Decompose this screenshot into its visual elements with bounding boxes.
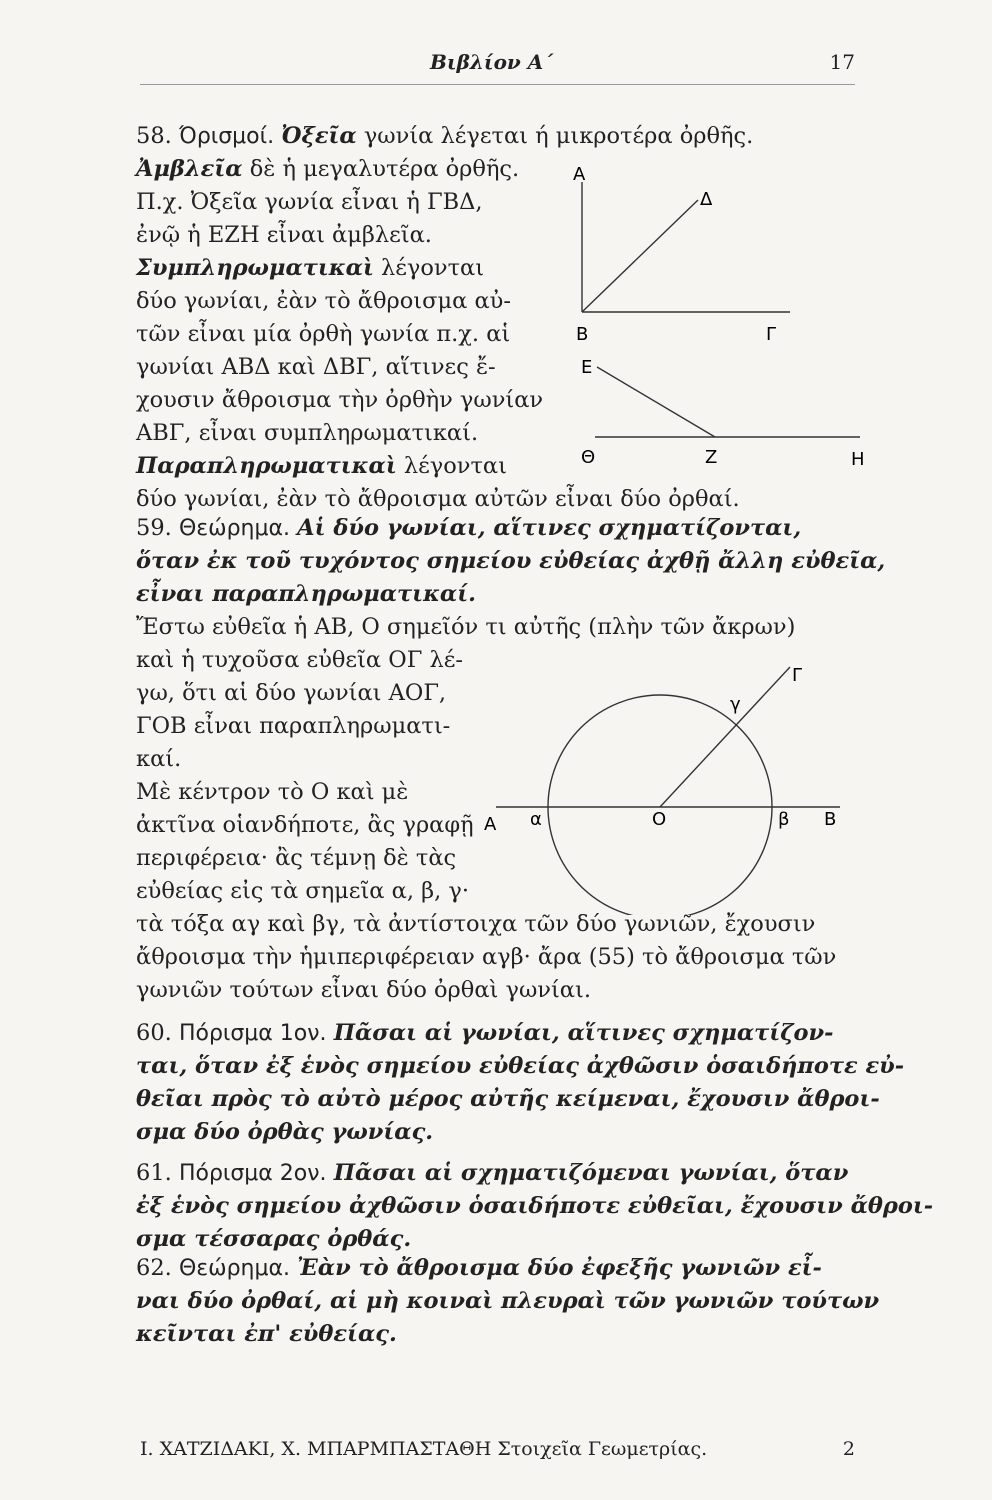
text-line: ἀκτῖνα οἱανδήποτε, ἂς γραφῇ xyxy=(136,812,474,838)
section-heading: Πόρισμα 2ον. xyxy=(178,1161,327,1186)
text-line: καὶ ἡ τυχοῦσα εὐθεῖα ΟΓ λέ- xyxy=(136,647,463,673)
running-title: Βιβλίον Α΄ xyxy=(430,50,554,74)
text-line: τῶν εἶναι μία ὀρθὴ γωνία π.χ. αἱ xyxy=(136,321,511,347)
text-line: τὰ τόξα αγ καὶ βγ, τὰ ἀντίστοιχα τῶν δύο γωνιῶν, ἔχουσιν xyxy=(136,911,816,937)
theorem-text: Ἐὰν τὸ ἄθροισμα δύο ἐφεξῆς γωνιῶν εἶ- xyxy=(297,1255,822,1281)
section-number: 60. xyxy=(136,1020,172,1046)
label-z: Ζ xyxy=(705,447,718,468)
label-h: Η xyxy=(851,449,865,470)
page-header xyxy=(140,50,855,85)
text-line: γωνιῶν τούτων εἶναι δύο ὀρθαὶ γωνίαι. xyxy=(136,977,591,1003)
figure-obtuse-angle xyxy=(575,345,875,470)
corollary-text: σμα δύο ὀρθὰς γωνίας. xyxy=(136,1119,434,1145)
footer-author: Ι. ΧΑΤΖΙΔΑΚΙ, Χ. ΜΠΑΡΜΠΑΣΤΑΘΗ Στοιχεῖα Γεωμετρίας. xyxy=(140,1438,708,1460)
label-gamma: γ xyxy=(730,694,741,715)
section-heading: Θεώρημα. xyxy=(178,516,290,541)
text-line: περιφέρεια· ἂς τέμνῃ δὲ τὰς xyxy=(136,845,457,871)
text-line: λέγονται xyxy=(403,453,507,479)
section-number: 58. xyxy=(136,123,172,149)
text-line: ἐνῷ ἡ ΕΖΗ εἶναι ἀμβλεῖα. xyxy=(136,222,432,248)
term-acute: Ὀξεῖα xyxy=(281,123,357,149)
corollary-text: ἐξ ἑνὸς σημείου ἀχθῶσιν ὁσαιδήποτε εὐθεῖαι, ἔχουσιν ἄθροι- xyxy=(136,1193,934,1219)
label-e: Ε xyxy=(581,357,593,378)
theorem-text: ναι δύο ὀρθαί, αἱ μὴ κοιναὶ πλευραὶ τῶν γωνιῶν τούτων xyxy=(136,1288,880,1314)
corollary-text: Πᾶσαι αἱ γωνίαι, αἵτινες σχηματίζον- xyxy=(333,1020,834,1046)
text-line: ΓΟΒ εἶναι παραπληρωματι- xyxy=(136,713,451,739)
term-supplementary: Παραπληρωματικαὶ xyxy=(136,453,397,479)
theorem-text: Αἱ δύο γωνίαι, αἵτινες σχηματίζονται, xyxy=(297,515,802,541)
text-line: γω, ὅτι αἱ δύο γωνίαι ΑΟΓ, xyxy=(136,680,447,706)
theorem-text: εἶναι παραπληρωματικαί. xyxy=(136,581,476,607)
section-60 xyxy=(136,1017,905,1149)
text-line: χουσιν ἄθροισμα τὴν ὀρθὴν γωνίαν xyxy=(136,387,544,413)
circle-o xyxy=(548,695,772,915)
page-number: 17 xyxy=(829,50,855,74)
section-number: 61. xyxy=(136,1160,172,1186)
text-line: δύο γωνίαι, ἐὰν τὸ ἄθροισμα αὐ- xyxy=(136,288,511,314)
text-line: δύο γωνίαι, ἐὰν τὸ ἄθροισμα αὐτῶν εἶναι δύο ὀρθαί. xyxy=(136,486,740,512)
label-b: Β xyxy=(576,324,589,345)
label-a: Α xyxy=(573,164,586,185)
section-62 xyxy=(136,1252,880,1351)
text-line: ἄθροισμα τὴν ἡμιπεριφέρειαν αγβ· ἄρα (55) τὸ ἄθροισμα τῶν xyxy=(136,944,837,970)
signature-mark: 2 xyxy=(842,1438,855,1460)
label-th: Θ xyxy=(581,447,596,468)
text-line: ΑΒΓ, εἶναι συμπληρωματικαί. xyxy=(136,420,479,446)
section-number: 59. xyxy=(136,515,172,541)
corollary-text: σμα τέσσαρας ὀρθάς. xyxy=(136,1226,412,1252)
label-beta: β xyxy=(778,809,790,830)
section-number: 62. xyxy=(136,1255,172,1281)
theorem-text: κεῖνται ἐπ' εὐθείας. xyxy=(136,1321,397,1347)
label-capital-a: Α xyxy=(484,814,497,835)
text-line: εὐθείας εἰς τὰ σημεῖα α, β, γ· xyxy=(136,878,470,904)
theorem-text: ὅταν ἐκ τοῦ τυχόντος σημείου εὐθείας ἀχθῇ ἄλλη εὐθεῖα, xyxy=(136,548,886,574)
text-line: Π.χ. Ὀξεῖα γωνία εἶναι ἡ ΓΒΔ, xyxy=(136,189,483,215)
text-line: λέγονται xyxy=(381,255,485,281)
text-line: Μὲ κέντρον τὸ Ο καὶ μὲ xyxy=(136,779,409,805)
segment-ez xyxy=(597,367,715,437)
text-line: γωνία λέγεται ή μικροτέρα ὀρθῆς. xyxy=(363,123,754,149)
text-line: δὲ ἡ μεγαλυτέρα ὀρθῆς. xyxy=(249,156,520,182)
label-d: Δ xyxy=(700,189,713,210)
figure-right-angle xyxy=(570,160,820,350)
section-61 xyxy=(136,1157,934,1256)
text-line: Ἔστω εὐθεῖα ἡ ΑΒ, Ο σημεῖόν τι αὐτῆς (πλὴν τῶν ἄκρων) xyxy=(136,614,796,640)
section-heading: Πόρισμα 1ον. xyxy=(178,1021,327,1046)
corollary-text: θεῖαι πρὸς τὸ αὐτὸ μέρος αὐτῆς κείμεναι, ἔχουσιν ἄθροι- xyxy=(136,1086,880,1112)
label-alpha: α xyxy=(530,809,542,830)
corollary-text: Πᾶσαι αἱ σχηματιζόμεναι γωνίαι, ὅταν xyxy=(333,1160,849,1186)
label-capital-b: Β xyxy=(824,809,837,830)
segment-bd xyxy=(582,200,698,312)
section-heading: Όρισμοί. xyxy=(178,124,275,149)
text-line: καί. xyxy=(136,746,182,772)
label-g: Γ xyxy=(766,324,777,345)
label-o: Ο xyxy=(652,809,667,830)
term-obtuse: Ἀμβλεῖα xyxy=(136,156,243,182)
term-complementary: Συμπληρωματικαὶ xyxy=(136,255,374,281)
section-heading: Θεώρημα. xyxy=(178,1256,290,1281)
corollary-text: ται, ὅταν ἐξ ἑνὸς σημείου εὐθείας ἀχθῶσιν ὁσαιδήποτε εὐ- xyxy=(136,1053,905,1079)
figure-circle xyxy=(480,655,870,915)
label-capital-g: Γ xyxy=(792,665,803,686)
text-line: γωνίαι ΑΒΔ καὶ ΔΒΓ, αἵτινες ἔ- xyxy=(136,354,496,380)
